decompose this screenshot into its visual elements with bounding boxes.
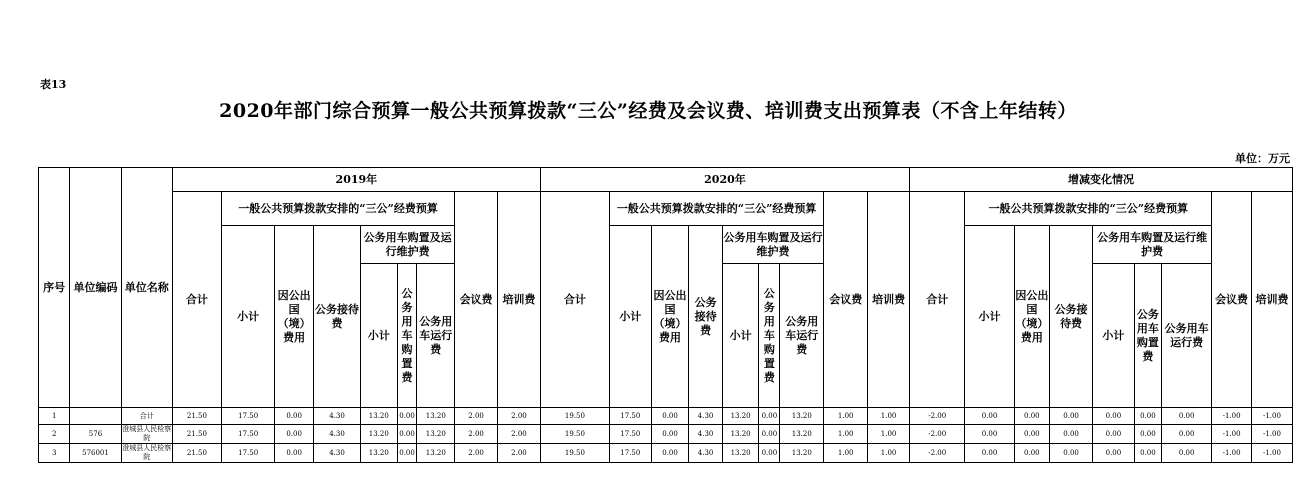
header-unit-name: 单位名称 [121, 168, 172, 408]
cell-value: 17.50 [609, 408, 651, 425]
cell-value: -2.00 [910, 408, 965, 425]
cell-value: 0.00 [1134, 444, 1161, 463]
header-vehicle: 公务用车购置及运行维护费 [1093, 226, 1212, 264]
cell-value: 0.00 [397, 408, 417, 425]
cell-value: 0.00 [1014, 408, 1050, 425]
header-reception: 公务接待费 [689, 226, 722, 408]
cell-value: 13.20 [417, 444, 455, 463]
header-total: 合计 [172, 192, 221, 408]
cell-value: 13.20 [361, 444, 398, 463]
cell-value: 0.00 [275, 425, 314, 444]
cell-value: -2.00 [910, 425, 965, 444]
cell-value: 0.00 [965, 444, 1014, 463]
cell-value: 13.20 [417, 408, 455, 425]
cell-value: 0.00 [1093, 444, 1135, 463]
table-row [39, 408, 1293, 425]
header-sangong-budget: 一般公共预算拨款安排的“三公”经费预算 [965, 192, 1212, 226]
cell-value: 0.00 [651, 408, 689, 425]
header-subtotal: 小计 [361, 264, 398, 408]
table-body [39, 408, 1293, 463]
cell-value: 21.50 [172, 444, 221, 463]
cell-value: 0.00 [1093, 425, 1135, 444]
cell-value: 0.00 [759, 408, 780, 425]
header-2020: 2020年 [540, 168, 909, 192]
header-vehicle-purchase: 公务用车购置费 [1134, 264, 1161, 408]
cell-value: 17.50 [221, 444, 274, 463]
cell-unit-name: 合计 [121, 408, 172, 425]
header-training: 培训费 [868, 192, 910, 408]
cell-value: 0.00 [275, 408, 314, 425]
header-subtotal: 小计 [1093, 264, 1135, 408]
header-training: 培训费 [1251, 192, 1292, 408]
cell-value: -1.00 [1251, 444, 1292, 463]
cell-value: 13.20 [361, 408, 398, 425]
cell-value: 0.00 [1093, 408, 1135, 425]
cell-value: 13.20 [780, 425, 824, 444]
table-row [39, 425, 1293, 444]
cell-value: 2.00 [455, 444, 498, 463]
cell-value: 21.50 [172, 425, 221, 444]
cell-value: 2.00 [498, 425, 541, 444]
cell-value: 4.30 [689, 425, 722, 444]
cell-value: -1.00 [1212, 444, 1252, 463]
cell-value: 0.00 [759, 444, 780, 463]
cell-value: 0.00 [1162, 425, 1212, 444]
header-total: 合计 [540, 192, 609, 408]
budget-table [38, 167, 1293, 463]
unit-label: 单位：万元 [1235, 152, 1290, 165]
header-subtotal: 小计 [722, 264, 759, 408]
header-vehicle-running: 公务用车运行费 [417, 264, 455, 408]
cell-value: -1.00 [1212, 425, 1252, 444]
header-training: 培训费 [498, 192, 541, 408]
cell-value: 4.30 [689, 444, 722, 463]
header-meeting: 会议费 [1212, 192, 1252, 408]
cell-value: 2.00 [498, 408, 541, 425]
cell-value: 1.00 [868, 425, 910, 444]
cell-value: 4.30 [313, 444, 360, 463]
cell-unit-code: 576 [70, 425, 121, 444]
header-unit-code: 单位编码 [70, 168, 121, 408]
cell-value: 0.00 [1162, 444, 1212, 463]
cell-value: 4.30 [313, 425, 360, 444]
cell-value: 0.00 [1134, 425, 1161, 444]
header-meeting: 会议费 [824, 192, 868, 408]
cell-value: 13.20 [361, 425, 398, 444]
cell-value: -1.00 [1251, 408, 1292, 425]
header-subtotal: 小计 [609, 226, 651, 408]
header-abroad: 因公出国（境）费用 [651, 226, 689, 408]
cell-value: 4.30 [313, 408, 360, 425]
page-title: 2020年部门综合预算一般公共预算拨款“三公”经费及会议费、培训费支出预算表（不含上年结转） [219, 100, 1077, 122]
cell-value: -1.00 [1212, 408, 1252, 425]
header-sangong-budget: 一般公共预算拨款安排的“三公”经费预算 [609, 192, 823, 226]
cell-value: 1.00 [868, 408, 910, 425]
cell-value: 17.50 [609, 444, 651, 463]
cell-value: 17.50 [221, 408, 274, 425]
cell-value: 0.00 [275, 444, 314, 463]
header-reception: 公务接待费 [1050, 226, 1093, 408]
cell-value: 13.20 [722, 444, 759, 463]
header-sangong-budget: 一般公共预算拨款安排的“三公”经费预算 [221, 192, 454, 226]
cell-unit-name: 澄城县人民检察院 [122, 444, 172, 461]
cell-value: -1.00 [1251, 425, 1292, 444]
cell-value: 13.20 [722, 425, 759, 444]
cell-seq: 1 [39, 408, 70, 425]
cell-unit-name: 澄城县人民检察院 [122, 425, 172, 442]
table-number: 表13 [40, 78, 67, 91]
cell-value: 0.00 [1162, 408, 1212, 425]
header-total: 合计 [910, 192, 965, 408]
cell-seq: 3 [39, 444, 70, 463]
cell-value: 0.00 [1050, 408, 1093, 425]
header-vehicle-purchase: 公务用车购置费 [397, 264, 417, 408]
cell-value: 17.50 [609, 425, 651, 444]
cell-value: 2.00 [455, 408, 498, 425]
cell-value: 0.00 [1050, 425, 1093, 444]
cell-value: 0.00 [965, 425, 1014, 444]
cell-value: 19.50 [540, 444, 609, 463]
header-vehicle-purchase: 公务用车购置费 [759, 264, 780, 408]
header-2019: 2019年 [172, 168, 540, 192]
cell-value: 13.20 [780, 408, 824, 425]
cell-unit-code: 576001 [70, 444, 121, 463]
cell-value: 2.00 [455, 425, 498, 444]
cell-unit-code [70, 408, 121, 425]
cell-seq: 2 [39, 425, 70, 444]
cell-value: 4.30 [689, 408, 722, 425]
cell-value: 13.20 [780, 444, 824, 463]
header-change: 增减变化情况 [910, 168, 1293, 192]
cell-value: 1.00 [824, 444, 868, 463]
cell-value: 1.00 [824, 425, 868, 444]
cell-value: 19.50 [540, 408, 609, 425]
cell-value: -2.00 [910, 444, 965, 463]
header-vehicle: 公务用车购置及运行维护费 [722, 226, 823, 264]
cell-value: 0.00 [1014, 425, 1050, 444]
cell-value: 2.00 [498, 444, 541, 463]
cell-value: 1.00 [868, 444, 910, 463]
header-subtotal: 小计 [221, 226, 274, 408]
cell-value: 0.00 [1014, 444, 1050, 463]
cell-value: 0.00 [397, 444, 417, 463]
cell-value: 0.00 [759, 425, 780, 444]
header-meeting: 会议费 [455, 192, 498, 408]
header-subtotal: 小计 [965, 226, 1014, 408]
header-reception: 公务接待费 [313, 226, 360, 408]
header-vehicle-running: 公务用车运行费 [780, 264, 824, 408]
cell-value: 0.00 [651, 444, 689, 463]
cell-value: 19.50 [540, 425, 609, 444]
cell-value: 0.00 [965, 408, 1014, 425]
cell-value: 0.00 [1134, 408, 1161, 425]
cell-value: 1.00 [824, 408, 868, 425]
cell-value: 13.20 [722, 408, 759, 425]
cell-value: 0.00 [651, 425, 689, 444]
table-row [39, 444, 1293, 463]
cell-value: 13.20 [417, 425, 455, 444]
table-header [39, 168, 1293, 408]
cell-value: 17.50 [221, 425, 274, 444]
cell-value: 0.00 [1050, 444, 1093, 463]
cell-value: 0.00 [397, 425, 417, 444]
header-abroad: 因公出国（境）费用 [1014, 226, 1050, 408]
header-vehicle: 公务用车购置及运行维护费 [361, 226, 455, 264]
header-abroad: 因公出国（境）费用 [275, 226, 314, 408]
header-vehicle-running: 公务用车运行费 [1162, 264, 1212, 408]
cell-value: 21.50 [172, 408, 221, 425]
header-seq: 序号 [39, 168, 70, 408]
